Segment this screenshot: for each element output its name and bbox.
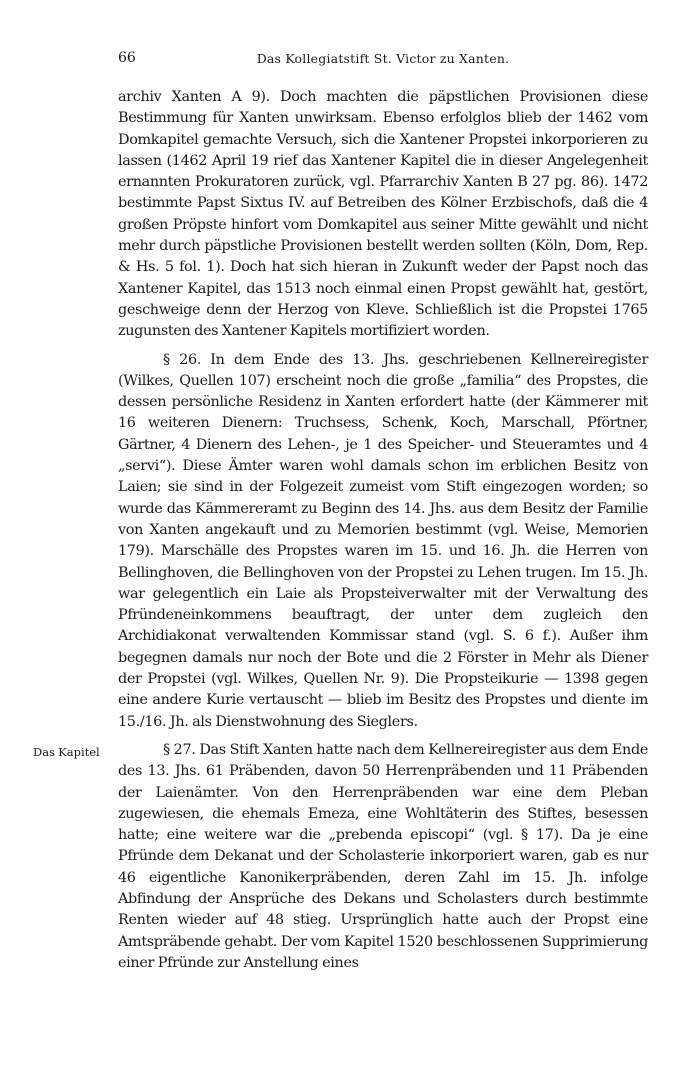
page-number: 66 (118, 50, 136, 66)
body-text (33, 87, 648, 981)
margin-note: Das Kapitel (33, 744, 100, 759)
paragraph-section-27: § 27. Das Stift Xanten hatte nach dem Kellnereiregister aus dem Ende des 13. Jhs. 61 Präbenden, davon 50 Herrenpräbenden und 11 Präbenden der Laienämter. Von den Herrenpräbenden war eine dem Pleban zugewiesen, die ehemals Emeza, eine Wohltäterin des Stiftes, besessen hatte; eine weitere war die „prebenda episcopi“ (vgl. § 17). Da je eine Pfründe dem Dekanat und der Scholasterie inkorporiert waren, gab es nur 46 eigentliche Kanonikerpräbenden, deren Zahl im 15. Jh. infolge Abfindung der Ansprüche des Dekans und Scholasters durch bestimmte Renten wieder auf 48 stieg. Ursprünglich hatte auch der Propst eine Amtspräbende gehabt. Der vom Kapitel 1520 beschlossenen Supprimierung einer Pfründe zur Anstellung eines (118, 741, 648, 971)
paragraph-section-26: § 26. In dem Ende des 13. Jhs. geschriebenen Kellnereiregister (Wilkes, Quellen 107) erscheint noch die große „familia“ des Propstes, die dessen persönliche Residenz in Xanten erfordert hatte (der Kämmerer mit 16 weiteren Dienern: Truchsess, Schenk, Koch, Marschall, Pförtner, Gärtner, 4 Dienern des Lehen-, je 1 des Speicher- und Steueramtes und 4 „servi“). Diese Ämter waren wohl damals schon im erblichen Besitz von Laien; sie sind in der Folgezeit zumeist vom Stift eingezogen worden; so wurde das Kämmereramt zu Beginn des 14. Jhs. aus dem Besitz der Familie von Xanten angekauft und zu Memorien bestimmt (vgl. Weise, Memorien 179). Marschälle des Propstes waren im 15. und 16. Jh. die Herren von Bellinghoven, die Bellinghoven von der Propstei zu Lehen trugen. Im 15. Jh. war gelegentlich ein Laie als Propsteiverwalter mit der Verwaltung des Pfründeneinkommens beauftragt, der unter dem zugleich den Archidiakonat verwaltenden Kommissar stand (vgl. S. 6 f.). Außer ihm begegnen damals nur noch der Bote und die 2 Förster in Mehr als Diener der Propstei (vgl. Wilkes, Quellen Nr. 9). Die Propsteikurie — 1398 gegen eine andere Kurie vertauscht — blieb im Besitz des Propstes und diente im 15./16. Jh. als Dienstwohnung des Sieglers. (118, 351, 648, 730)
running-title: Das Kollegiatstift St. Victor zu Xanten. (256, 51, 510, 66)
page-header (118, 50, 648, 72)
section-27 (33, 740, 648, 974)
paragraph-continuation: archiv Xanten A 9). Doch machten die päpstlichen Provisionen diese Bestimmung für Xanten unwirksam. Ebenso erfolglos blieb der 1462 vom Domkapitel gemachte Versuch, sich die Xantener Propstei inkorporieren zu lassen (1462 April 19 rief das Xantener Kapitel die in dieser Angelegenheit ernannten Prokuratoren zurück, vgl. Pfarrarchiv Xanten B 27 pg. 86). 1472 bestimmte Papst Sixtus IV. auf Betreiben des Kölner Erzbischofs, daß die 4 großen Pröpste hinfort vom Domkapitel aus seiner Mitte gewählt und nicht mehr durch päpstliche Provisionen bestellt werden sollten (Köln, Dom, Rep. & Hs. 5 fol. 1). Doch hat sich hieran in Zukunft weder der Papst noch das Xantener Kapitel, das 1513 noch einmal einen Propst gewählt hat, gestört, geschweige denn der Herzog von Kleve. Schließlich ist die Propstei 1765 zugunsten des Xantener Kapitels mortifiziert worden. (118, 89, 648, 340)
